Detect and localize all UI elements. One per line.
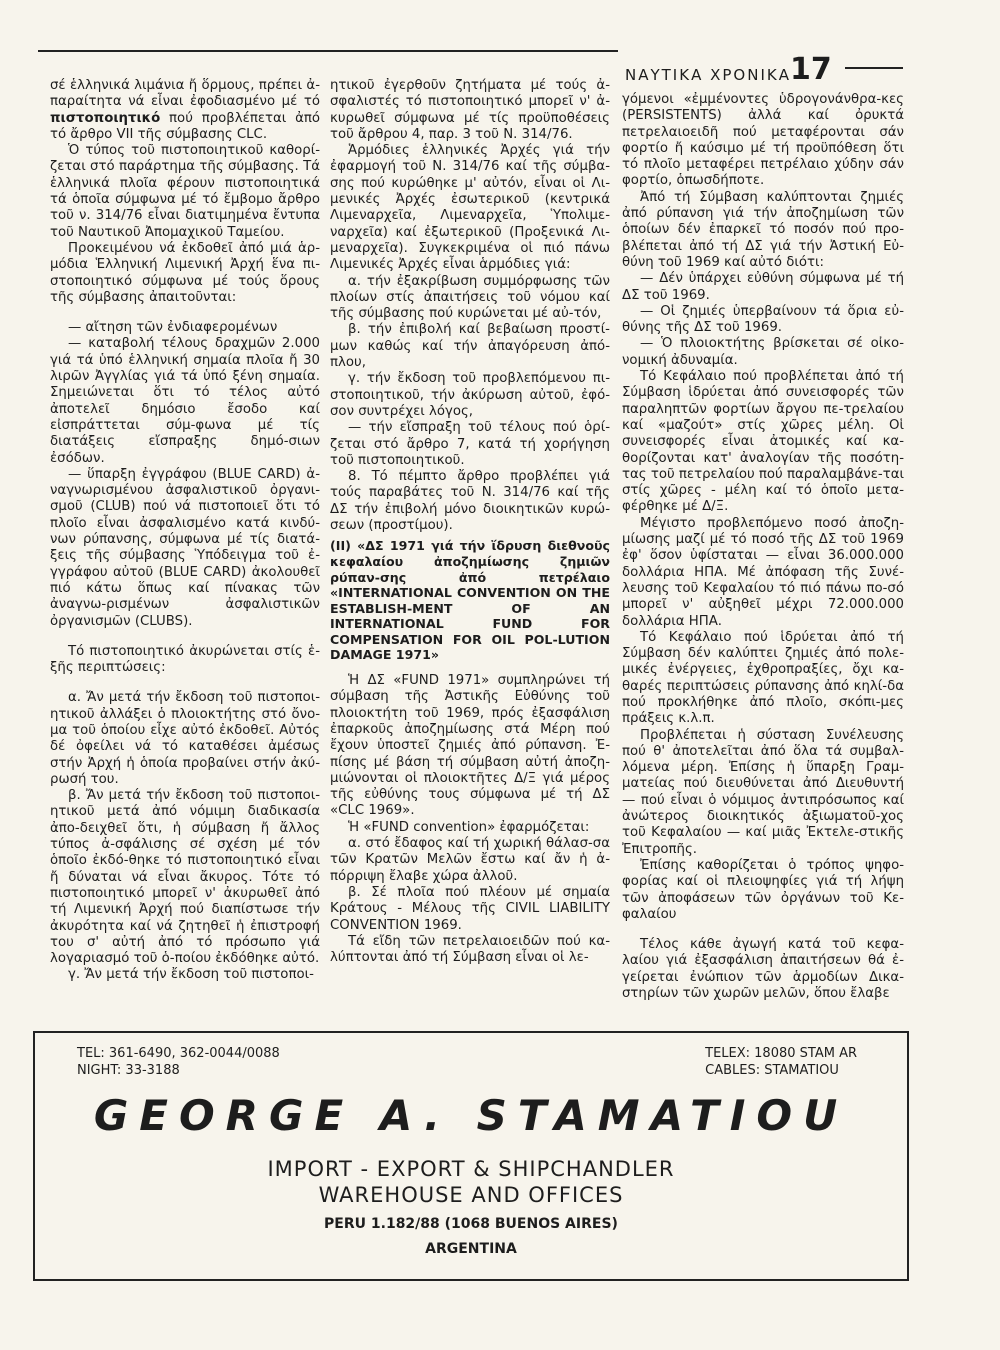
list-item: — Δέν ὑπάρχει εὐθύνη σύμφωνα μέ τή ΔΣ τοῦ 1969. [622,271,904,303]
column-3 [622,92,904,1002]
header-rule-left [38,50,618,52]
list-item: β. τήν ἐπιβολή καί βεβαίωση προστί-μων καθώς καί τήν ἀπαγόρευση ἀπό-πλου, [330,322,610,371]
list-item: — Ὁ πλοιοκτήτης βρίσκεται σέ οἰκο-νομική ἀδυναμία. [622,336,904,368]
header-rule-right [845,67,903,69]
list-item: — ὕπαρξη ἐγγράφου (BLUE CARD) ἀ-ναγνωρισμένου ἀσφαλιστικοῦ ὀργανι-σμοῦ (CLUB) πού νά πιστοποιεῖ ὅτι τό πλοῖο εἶναι ἀσφαλισμένο κατά κινδύ-νων ρύπανσης, σύμφωνα μέ τίς διατά-ξεις τῆς σύμβασης Ὑπόδειγμα τοῦ ἐ-γγράφου αὐτοῦ (BLUE CARD) ἀκολουθεῖ πιό κάτω ὅπως καί πίνακας τῶν ἀναγνω-ρισμένων ἀσφαλιστικῶν ὀργανισμῶν (CLUBS). [50,466,320,629]
paragraph: Μέγιστο προβλεπόμενο ποσό ἀποζη-μίωσης μαζί μέ τό ποσό τῆς ΔΣ τοῦ 1969 ἐφ' ὅσον ὑφίσταται — εἶναι 36.000.000 δολλάρια ΗΠΑ. Μέ ἀπόφαση τῆς Συνέ-λευσης τοῦ Κεφαλαίου τό πιό πάνω πο-σό μπορεῖ ν' αὐξηθεῖ μέχρι 72.000.000 δολλάρια ΗΠΑ. [622,515,904,629]
list-item: — τήν εἴσπραξη τοῦ τέλους πού ὁρί-ζεται στό ἄρθρο 7, κατά τή χορήγηση τοῦ πιστοποιητικοῦ. [330,420,610,468]
list-item: α. Ἄν μετά τήν ἔκδοση τοῦ πιστοποι-ητικοῦ ἀλλάξει ὁ πλοιοκτήτης στό ὄνο-μα τοῦ ὁποίου εἶχε αὐτό ἐκδοθεῖ. Αὐτός δέ ὀφείλει νά τό καταθέσει ἀμέσως στήν Ἀρχή ἡ ὁποία προβαίνει στήν ἀκύ-ρωσή του. [50,690,320,787]
publication-title: ΝΑΥΤΙΚΑ ΧΡΟΝΙΚΑ [625,66,791,84]
ad-company-name: GEORGE A. STAMATIOU [93,1091,849,1140]
page-number: 17 [790,52,832,87]
paragraph: Τό Κεφάλαιο πού ἱδρύεται ἀπό τή Σύμβαση δέν καλύπτει ζημιές ἀπό πολε-μικές ἐνέργειες, ἐχθροπραξίες, ὄχι κα-θαρές περιπτώσεις ρύπανσης ἀπό κηλί-δα πού προκλήθηκε ἀπό πλοῖο, σκόπι-μες πράξεις κ.λ.π. [622,629,904,727]
paragraph: γόμενοι «ἐμμένοντες ὑδρογονάνθρα-κες (PERSISTENTS) ἀλλά καί ὀρυκτά πετρελαιοειδῆ πού μεταφέρονται σάν φορτίο ἤ καύσιμο μέ τή προϋπόθεση ὅτι τό πλοῖο μεταφέρει πετρέλαιο χύδην σάν φορτίο, ὁπωσδήποτε. [622,92,904,189]
ad-address: PERU 1.182/88 (1068 BUENOS AIRES) [324,1216,618,1232]
paragraph: Ἁρμόδιες ἑλληνικές Ἀρχές γιά τήν ἐφαρμογή τοῦ Ν. 314/76 καί τῆς σύμβα-σης πού κυρώθηκε μ' αὐτόν, εἶναι οἱ Λι-μενικές Ἀρχές ἐσωτερικοῦ (κεντρικά Λιμεναρχεῖα, Λιμεναρχεῖα, Ὑπολιμε-ναρχεῖα) καί ἐξωτερικοῦ (Προξενικά Λι-μεναρχεῖα). Συγκεκριμένα οἱ πιό πάνω Λιμενικές Ἀρχές εἶναι ἁρμόδιες γιά: [330,143,610,273]
ad-phone-block [77,1045,280,1079]
advertisement-box [33,1031,909,1281]
list-item: — αἴτηση τῶν ἐνδιαφερομένων [68,320,278,336]
ad-business-line: IMPORT - EXPORT & SHIPCHANDLER [267,1157,675,1181]
list-item: — Οἱ ζημιές ὑπερβαίνουν τά ὅρια εὐ-θύνης τῆς ΔΣ τοῦ 1969. [622,303,904,336]
column-2 [330,78,610,966]
list-item: γ. Ἄν μετά τήν ἔκδοση τοῦ πιστοποι- [68,967,314,983]
paragraph: Προβλέπεται ἡ σύσταση Συνέλευσης πού θ' ἀποτελεῖται ἀπό ὅλα τά συμβαλ-λόμενα μέρη. Ἐπίσης ἡ ὕπαρξη Γραμ-ματείας πού διευθύνεται ἀπό Διευθυντή — πού εἶναι ὁ νόμιμος ἀντιπρόσωπος καί ἀνώτερος διοικητικός ἀξιωματοῦ-χος τοῦ Κεφαλαίου — καί μιᾶς Ἐκτελε-στικῆς Ἐπιτροπῆς. [622,727,904,857]
ad-warehouse-line: WAREHOUSE AND OFFICES [318,1183,624,1207]
ad-cables: CABLES: STAMATIOU [705,1063,839,1078]
ad-telex-block [705,1045,857,1079]
paragraph: σέ ἑλληνικά λιμάνια ἤ ὅρμους, πρέπει ἀ-παραίτητα νά εἶναι ἐφοδιασμένο μέ τό πιστοποιητικό πού προβλέπεται ἀπό τό ἄρθρο VII τῆς σύμβασης CLC. [50,78,320,142]
paragraph: Ἡ ΔΣ «FUND 1971» συμπληρώνει τή σύμβαση τῆς Ἀστικῆς Εὐθύνης τοῦ πλοιοκτήτη τοῦ 1969, πρός ἐξασφάλιση ἐπαρκοῦς ἀποζημίωσης στά Μέρη πού ἔχουν ὑποστεῖ ζημιές ἀπό ρύπανση. Ἐ-πίσης μέ βάση τή σύμβαση αὐτή ἀποζη-μιώνονται οἱ πλοιοκτῆτες Δ/Ξ γιά μέρος τῆς εὐθύνης τους σύμφωνα μέ τή ΔΣ «CLC 1969». [330,673,610,819]
paragraph: Τέλος κάθε ἀγωγή κατά τοῦ κεφα-λαίου γιά ἐξασφάλιση ἀπαιτήσεων θά ἐ-γείρεται ἐνώπιον τῶν ἁρμοδίων Δικα-στηρίων τῶν χωρῶν μελῶν, ὅπου ἔλαβε [622,937,904,1002]
list-item: — καταβολή τέλους δραχμῶν 2.000 γιά τά ὑπό ἑλληνική σημαία πλοῖα ἤ 30 λιρῶν Ἀγγλίας γιά τά ὑπό ξένη σημαία. Σημειώνεται ὅτι τό τέλος αὐτό ἀποτελεῖ δημόσιο ἔσοδο καί εἰσπράττεται σύμ-φωνα μέ τίς διατάξεις εἴσπραξης δημό-σιων ἐσόδων. [50,336,320,466]
list-item: β. Ἄν μετά τήν ἔκδοση τοῦ πιστοποι-ητικοῦ μετά ἀπό νόμιμη διαδικασία ἀπο-δειχθεῖ ὅτι, ἡ σύμβαση ἤ ἄλλος τύπος ἀ-σφάλισης σέ σχέση μέ τόν ὁποῖο ἐκδό-θηκε τό πιστοποιητικό εἶναι ἤ δύναται νά εἶναι ἄκυρος. Τότε τό πιστοποιητικό μπορεῖ ν' ἀκυρωθεῖ ἀπό τή Λιμενική Ἀρχή πού διαπίστωσε τήν ἀκυρότητα καί νά ζητηθεῖ ἡ ἐπιστροφή του σ' αὐτή ἀπό τό πρόσωπο γιά λογαριασμό τοῦ ὁ-ποίου ἐκδόθηκε αὐτό. [50,788,320,967]
ad-telex: TELEX: 18080 STAM AR [705,1046,857,1061]
paragraph: Τό Κεφάλαιο πού προβλέπεται ἀπό τή Σύμβαση ἱδρύεται ἀπό συνεισφορές τῶν παραληπτῶν φορτίων ἄργου πε-τρελαίου καί «μαζούτ» στίς χῶρες μέλη. Οἱ συνεισφορές εἶναι ἀτομικές καί κα-θορίζονται κατ' ἀναλογίαν τῆς ποσότη-τας τοῦ πετρελαίου πού παραλαμβάνε-ται στίς χῶρες - μέλη καί τό ὁποῖο μετα-φέρθηκε μέ Δ/Ξ. [622,369,904,515]
list-item: β. Σέ πλοῖα πού πλέουν μέ σημαία Κράτους - Μέλους τῆς CIVIL LIABILITY CONVENTION 1969. [330,884,610,933]
ad-night: NIGHT: 33-3188 [77,1063,180,1078]
paragraph: Ἐπίσης καθορίζεται ὁ τρόπος ψηφο-φορίας καί οἱ πλειοψηφίες γιά τή λήψη τῶν ἀποφάσεων τῶν ὀργάνων τοῦ Κε-φαλαίου [622,857,904,922]
paragraph: Τά εἴδη τῶν πετρελαιοειδῶν πού κα-λύπτονται ἀπό τή Σύμβαση εἶναι οἱ λε- [330,933,610,966]
ad-tel: TEL: 361-6490, 362-0044/0088 [77,1046,280,1061]
section-heading: (II) «ΔΣ 1971 γιά τήν ἵδρυση διεθνοῦς κεφαλαίου ἀποζημίωσης ζημιῶν ρύπαν-σης ἀπό πετρέλαιο «INTERNATIONAL CONVENTION ON THE ESTABLISH-MENT OF AN INTERNATIONAL FUND FOR COMPENSATION FOR OIL POL-LUTION DAMAGE 1971» [330,538,610,663]
paragraph: Ὁ τύπος τοῦ πιστοποιητικοῦ καθορί-ζεται στό παράρτημα τῆς σύμβασης. Τά ἑλληνικά πλοῖα φέρουν πιστοποιητικά τά ὁποῖα σύμφωνα μέ τό ἔμβομο ἄρθρο τοῦ ν. 314/76 εἶναι διατιμημένα ἔντυπα τοῦ Ναυτικοῦ Ἀπομαχικοῦ Ταμείου. [50,143,320,240]
list-item: α. τήν ἐξακρίβωση συμμόρφωσης τῶν πλοίων στίς ἀπαιτήσεις τοῦ νόμου καί τῆς σύμβασης πού κυρώνεται μέ αὐ-τόν, [330,273,610,322]
column-1 [50,78,320,984]
bold-term: πιστοποιητικό [50,110,161,126]
paragraph: Ἀπό τή Σύμβαση καλύπτονται ζημιές ἀπό ρύπανση γιά τήν ἀποζημίωση τῶν ὁποίων δέν ἐπαρκεῖ τό ποσόν πού προ-βλέπεται ἀπό τή ΔΣ γιά τήν Ἀστική Εὐ-θύνη τοῦ 1969 καί αὐτό διότι: [622,189,904,270]
paragraph: Ἡ «FUND convention» ἐφαρμόζεται: [348,819,590,835]
paragraph: Τό πιστοποιητικό ἀκυρώνεται στίς ἑ-ξῆς περιπτώσεις: [50,643,320,676]
paragraph: 8. Τό πέμπτο ἄρθρο προβλέπει γιά τούς παραβάτες τοῦ Ν. 314/76 καί τῆς ΔΣ τήν ἐπιβολή μόνο διοικητικῶν κυρώ-σεων (προστίμου). [330,469,610,534]
ad-country: ARGENTINA [425,1241,517,1257]
list-item: γ. τήν ἔκδοση τοῦ προβλεπόμενου πι-στοποιητικοῦ, τήν ἀκύρωση αὐτοῦ, ἐφό-σον συντρέχει λόγος, [330,371,610,419]
list-item: α. στό ἔδαφος καί τή χωρική θάλασ-σα τῶν Κρατῶν Μελῶν ἔστω καί ἄν ἡ ἀ-πόρριψη ἔλαβε χώρα ἀλλοῦ. [330,836,610,884]
paragraph: ητικοῦ ἐγερθοῦν ζητήματα μέ τούς ἀ-σφαλιστές τό πιστοποιητικό μπορεῖ ν' ἀ-κυρωθεῖ σύμφωνα μέ τίς προϋποθέσεις τοῦ ἄρθρου 4, παρ. 3 τοῦ Ν. 314/76. [330,78,610,142]
paragraph: Προκειμένου νά ἐκδοθεῖ ἀπό μιά ἁρ-μόδια Ἑλληνική Λιμενική Ἀρχή ἕνα πι-στοποιητικό σύμφωνα μέ τούς ὅρους τῆς σύμβασης ἀπαιτοῦνται: [50,240,320,305]
